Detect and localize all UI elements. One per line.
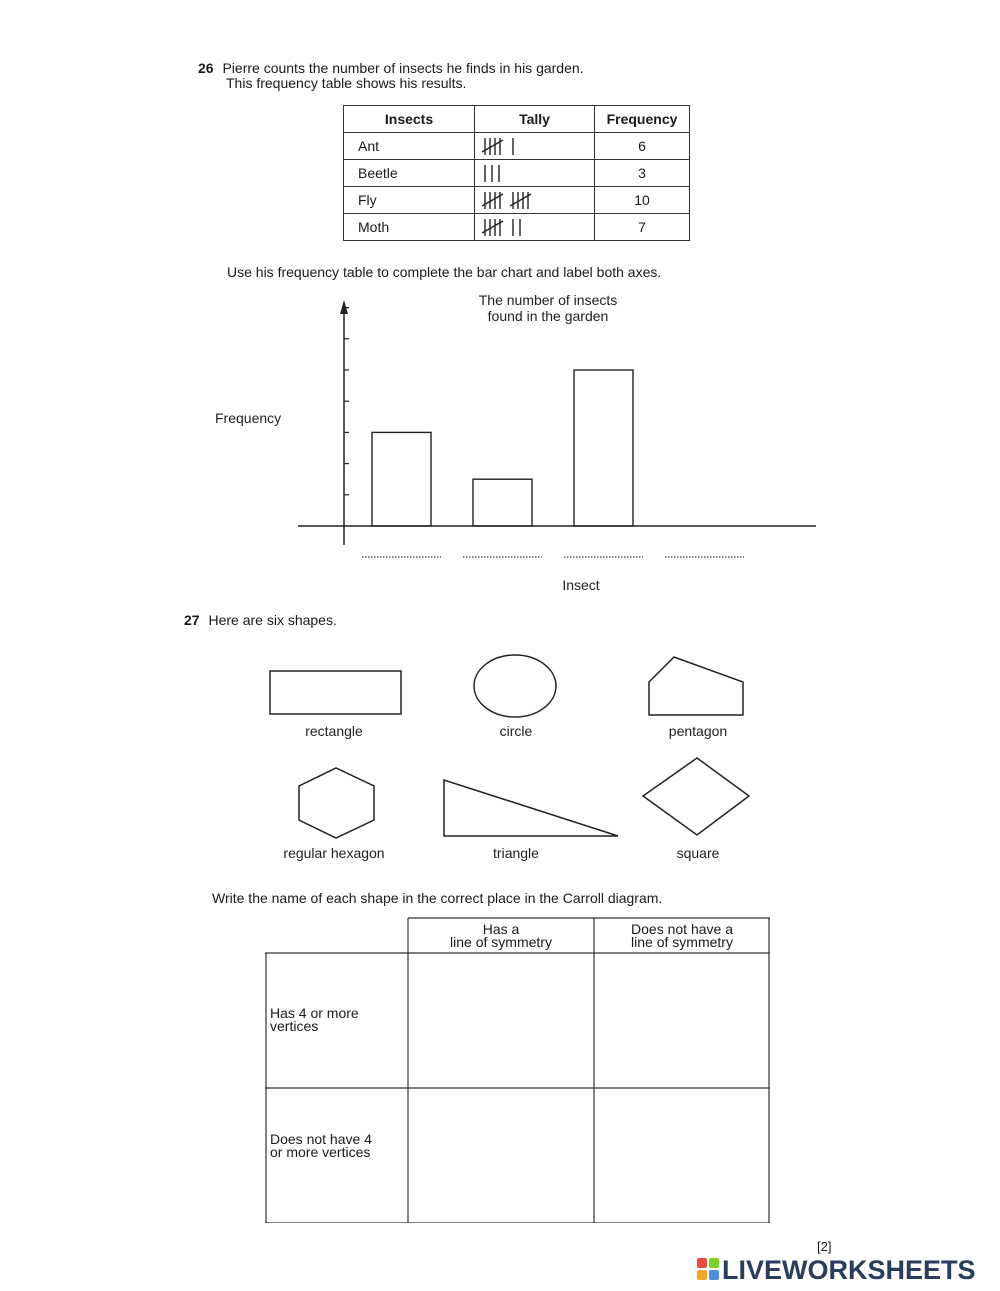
liveworksheets-logo-text: LIVEWORKSHEETS (722, 1254, 976, 1285)
logo-square (697, 1258, 707, 1268)
row-frequency: 10 (595, 187, 690, 214)
carroll-row-line: Does not have 4 (270, 1131, 372, 1147)
carroll-header-line: line of symmetry (450, 934, 552, 950)
chart-x-label: Insect (562, 577, 600, 593)
liveworksheets-logo-icon (697, 1258, 719, 1282)
question-27-number: 27 (184, 612, 200, 628)
carroll-diagram (265, 917, 770, 1223)
row-insect: Fly (344, 187, 475, 214)
header-insects: Insects (344, 106, 475, 133)
regular-hexagon-shape (299, 768, 374, 838)
shape-label-square: square (676, 845, 720, 861)
logo-square (697, 1270, 707, 1280)
carroll-row-has-4-vertices (265, 1007, 408, 1033)
logo-square (709, 1270, 719, 1280)
carroll-answer-cell-4[interactable] (595, 1089, 768, 1222)
header-frequency: Frequency (595, 106, 690, 133)
carroll-answer-cell-3[interactable] (409, 1089, 593, 1222)
row-insect: Ant (344, 133, 475, 160)
question-27-instruction: Write the name of each shape in the correct place in the Carroll diagram. (212, 890, 663, 906)
chart-title-line2: found in the garden (487, 308, 609, 324)
bar (574, 370, 633, 526)
carroll-answer-cell-1[interactable] (409, 954, 593, 1087)
question-26-number: 26 (198, 60, 214, 76)
carroll-row-line: Has 4 or more (270, 1005, 359, 1021)
carroll-header-has-symmetry (408, 917, 594, 953)
row-frequency: 3 (595, 160, 690, 187)
carroll-row-line: or more vertices (270, 1144, 371, 1160)
pentagon-shape (649, 657, 743, 715)
bar (473, 479, 532, 526)
row-insect: Moth (344, 214, 475, 241)
row-frequency: 7 (595, 214, 690, 241)
triangle-shape (444, 780, 618, 836)
question-26-instruction: Use his frequency table to complete the bar chart and label both axes. (227, 264, 662, 280)
question-27-intro: Here are six shapes. (208, 612, 337, 628)
carroll-header-line: line of symmetry (631, 934, 733, 950)
carroll-row-line: vertices (270, 1018, 319, 1034)
shape-label-hexagon: regular hexagon (283, 845, 385, 861)
chart-title-line1: The number of insects (478, 292, 618, 308)
carroll-header-line: Has a (482, 921, 520, 937)
marks-label: [2] (817, 1239, 832, 1254)
carroll-row-no-4-vertices (265, 1133, 408, 1159)
shape-label-rectangle: rectangle (305, 723, 363, 739)
chart-y-label: Frequency (215, 410, 282, 426)
shape-label-pentagon: pentagon (668, 723, 728, 739)
carroll-header-no-symmetry (594, 917, 770, 953)
row-frequency: 6 (595, 133, 690, 160)
header-tally: Tally (475, 106, 595, 133)
logo-square (709, 1258, 719, 1268)
square-shape (643, 758, 749, 835)
rectangle-shape (270, 671, 401, 714)
bar-chart (0, 0, 1000, 620)
shape-label-triangle: triangle (493, 845, 539, 861)
question-27 (184, 612, 337, 628)
question-26-intro-line1: Pierre counts the number of insects he finds in his garden. (222, 60, 584, 76)
shape-label-circle: circle (499, 723, 533, 739)
question-26-intro-line2: This frequency table shows his results. (226, 75, 467, 91)
carroll-answer-cell-2[interactable] (595, 954, 768, 1087)
carroll-header-line: Does not have a (631, 921, 733, 937)
shapes-figure (0, 640, 1000, 870)
bar (372, 432, 431, 526)
row-insect: Beetle (344, 160, 475, 187)
liveworksheets-logo (697, 1255, 976, 1285)
circle-shape (474, 655, 556, 717)
